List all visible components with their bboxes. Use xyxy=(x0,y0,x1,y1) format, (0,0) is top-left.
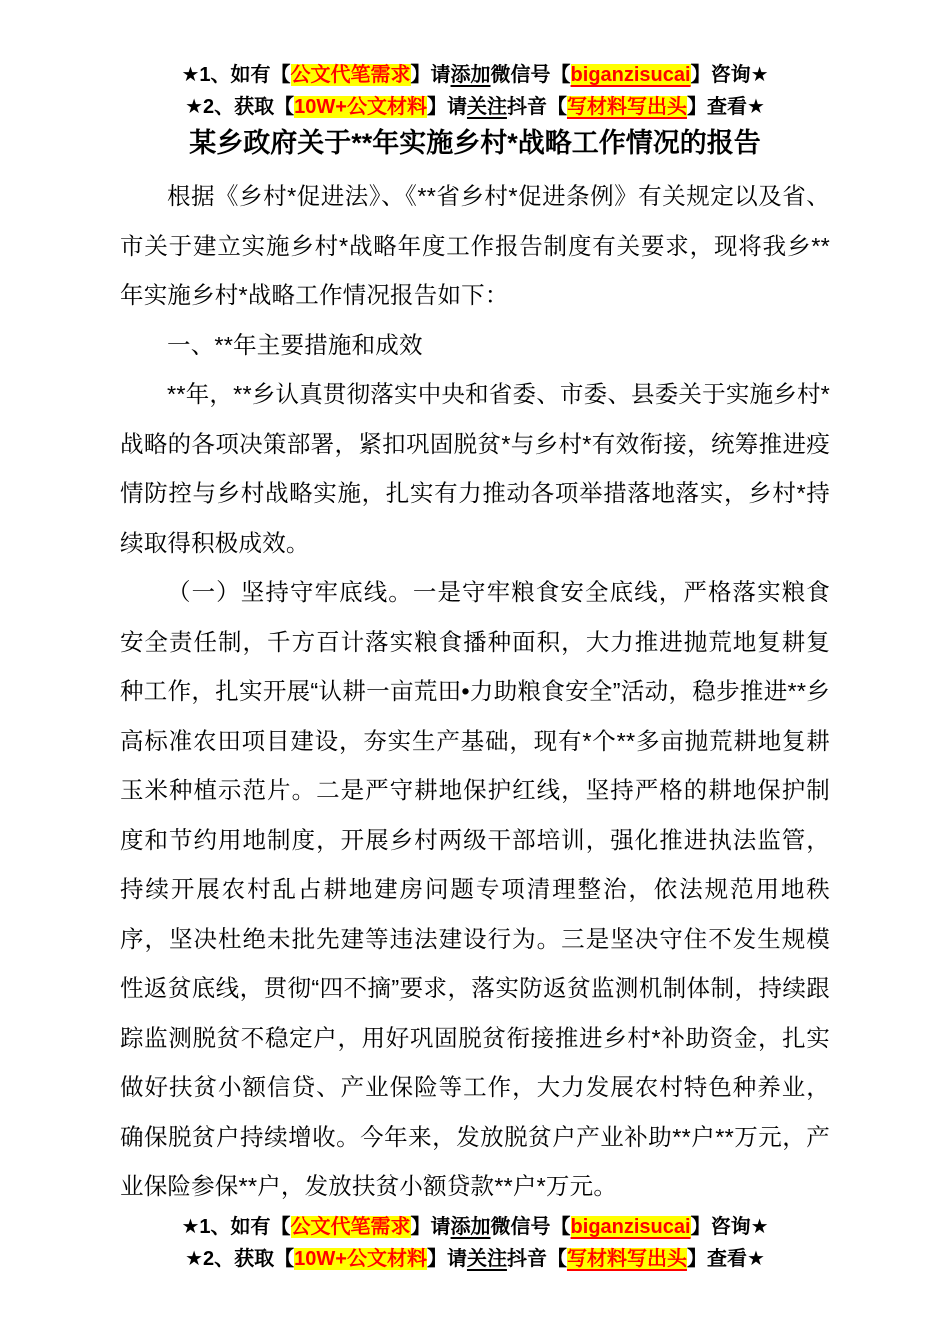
promo-footer-line-2 xyxy=(0,1243,950,1275)
promo1-service-keyword: 公文代笔需求 xyxy=(290,1216,411,1238)
paragraph-overview: **年，**乡认真贯彻落实中央和省委、市委、县委关于实施乡村*战略的各项决策部署，紧扣巩固脱贫*与乡村*有效衔接，统筹推进疫情防控与乡村战略实施，扎实有力推动各项举措落地落实，乡村*持续取得积极成效。 xyxy=(120,381,830,556)
promo1-wechat-label: 微信号【 xyxy=(490,1216,571,1238)
promo2-douyin-label: 抖音【 xyxy=(506,96,567,118)
promo1-prefix: ★1、如有【 xyxy=(181,64,291,86)
promo1-service-keyword: 公文代笔需求 xyxy=(290,64,411,86)
promo1-suffix: 】咨询★ xyxy=(690,1216,769,1238)
paragraph-point-1: （一）坚持守牢底线。一是守牢粮食安全底线，严格落实粮食安全责任制，千方百计落实粮食播种面积，大力推进抛荒地复耕复种工作，扎实开展“认耕一亩荒田•力助粮食安全”活动，稳步推进**乡高标准农田项目建设，夯实生产基础，现有*个**多亩抛荒耕地复耕玉米种植示范片。二是严守耕地保护红线，坚持严格的耕地保护制度和节约用地制度，开展乡村两级干部培训，强化推进执法监管，持续开展农村乱占耕地建房问题专项清理整治，依法规范用地秩序，坚决杜绝未批先建等违法建设行为。三是坚决守住不发生规模性返贫底线，贯彻“四不摘”要求，落实防返贫监测机制体制，持续跟踪监测脱贫不稳定户，用好巩固脱贫衔接推进乡村*补助资金，扎实做好扶贫小额信贷、产业保险等工作，大力发展农村特色种养业，确保脱贫户持续增收。今年来，发放脱贫户产业补助**户**万元，产业保险参保**户，发放扶贫小额贷款**户*万元。 xyxy=(120,579,830,1199)
promo1-wechat-label: 微信号【 xyxy=(490,64,571,86)
promo1-wechat-id: biganzisucai xyxy=(570,64,691,86)
promo-footer xyxy=(0,1211,950,1275)
promo-footer-line-1 xyxy=(0,1211,950,1243)
promo1-connector: 】请 xyxy=(410,1216,451,1238)
promo1-suffix: 】咨询★ xyxy=(690,64,769,86)
promo2-douyin-id: 写材料写出头 xyxy=(566,96,687,118)
promo-header-line-2 xyxy=(0,91,950,123)
promo2-prefix: ★2、获取【 xyxy=(185,96,295,118)
promo1-wechat-id: biganzisucai xyxy=(570,1216,691,1238)
promo2-material-keyword: 10W+公文材料 xyxy=(294,96,427,118)
document-title: 某乡政府关于**年实施乡村*战略工作情况的报告 xyxy=(189,128,761,158)
promo2-connector: 】请 xyxy=(426,96,467,118)
promo2-suffix: 】查看★ xyxy=(686,96,765,118)
document-body xyxy=(120,172,830,1212)
promo2-prefix: ★2、获取【 xyxy=(185,1248,295,1270)
promo2-material-keyword: 10W+公文材料 xyxy=(294,1248,427,1270)
promo1-connector: 】请 xyxy=(410,64,451,86)
promo2-action-follow: 关注 xyxy=(466,1248,507,1270)
promo-header-line-1 xyxy=(0,59,950,91)
section-heading-1: 一、**年主要措施和成效 xyxy=(167,331,423,358)
promo-header xyxy=(0,59,950,123)
promo1-action-add: 添加 xyxy=(450,64,491,86)
promo2-douyin-id: 写材料写出头 xyxy=(566,1248,687,1270)
promo2-douyin-label: 抖音【 xyxy=(506,1248,567,1270)
promo2-action-follow: 关注 xyxy=(466,96,507,118)
promo2-suffix: 】查看★ xyxy=(686,1248,765,1270)
promo1-prefix: ★1、如有【 xyxy=(181,1216,291,1238)
promo2-connector: 】请 xyxy=(426,1248,467,1270)
paragraph-intro: 根据《乡村*促进法》、《**省乡村*促进条例》有关规定以及省、市关于建立实施乡村*战略年度工作报告制度有关要求，现将我乡**年实施乡村*战略工作情况报告如下： xyxy=(120,183,830,308)
promo1-action-add: 添加 xyxy=(450,1216,491,1238)
